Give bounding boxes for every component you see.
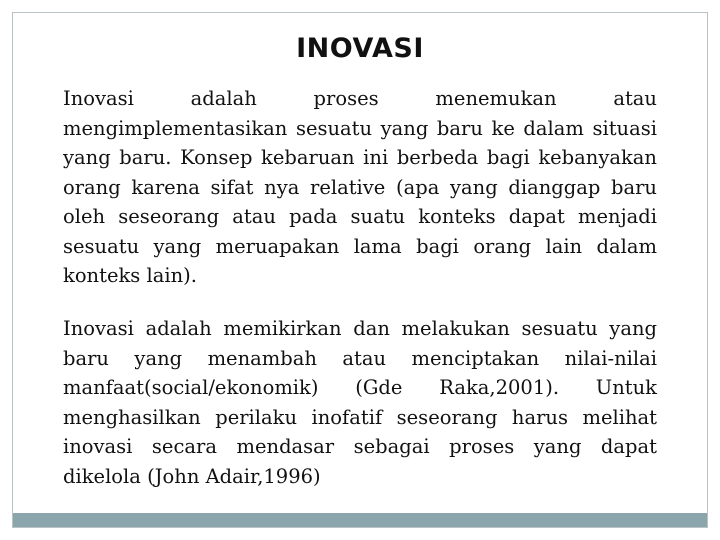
slide — [12, 12, 708, 528]
slide-title: INOVASI — [296, 33, 424, 64]
footer-bar — [13, 513, 707, 527]
paragraph-definition: Inovasi adalah proses menemukan atau mengimplementasikan sesuatu yang baru ke dalam situasi yang baru. Konsep kebaruan ini berbeda bagi kebanyakan orang karena sifat nya relative (apa yang dianggap baru oleh seseorang atau pada suatu konteks dapat menjadi sesuatu yang meruapakan lama bagi orang lain dalam konteks lain). — [63, 87, 657, 287]
paragraph-citation: Inovasi adalah memikirkan dan melakukan sesuatu yang baru yang menambah atau menciptakan nilai-nilai manfaat(social/ekonomik) (Gde Raka,2001). Untuk menghasilkan perilaku inofatif seseorang harus melihat inovasi secara mendasar sebagai proses yang dapat dikelola (John Adair,1996) — [63, 317, 657, 488]
